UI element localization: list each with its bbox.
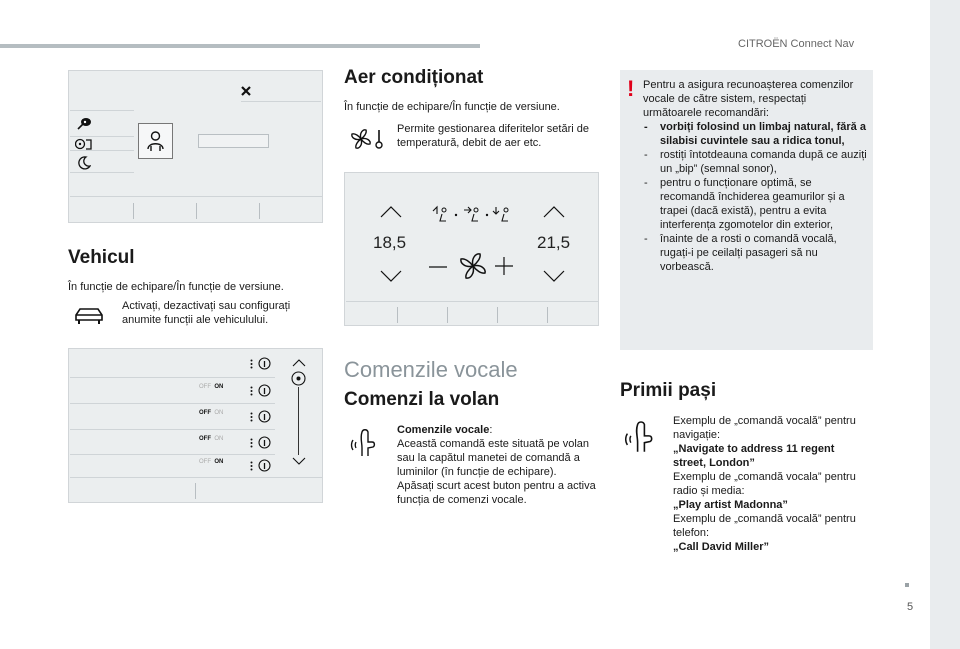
more-options-icon[interactable] xyxy=(250,461,253,471)
vehicle-settings-screen xyxy=(68,348,323,503)
fan-decrease-icon[interactable] xyxy=(429,265,447,269)
info-icon[interactable] xyxy=(258,384,271,397)
profile-field[interactable] xyxy=(198,134,269,148)
car-icon xyxy=(73,304,105,326)
toggle-switch[interactable]: OFF ON xyxy=(199,410,224,416)
scroll-up-icon[interactable] xyxy=(292,359,306,367)
fan-icon xyxy=(458,251,488,281)
note-item: - rostiți întotdeauna comanda după ce auziți un „bip” (semnal sonor), xyxy=(643,148,867,176)
example-label: Exemplu de „comandă vocala” pentru radio și media: xyxy=(673,471,856,497)
scroll-thumb-icon[interactable] xyxy=(291,371,306,386)
voice-section-title: Comenzile vocale xyxy=(344,357,518,382)
right-margin-band xyxy=(930,0,960,649)
info-icon[interactable] xyxy=(258,459,271,472)
car-icon-description: Activați, dezactivați sau configurați anumite funcții ale vehiculului. xyxy=(122,300,291,326)
climate-screen xyxy=(344,172,599,326)
ambient-light-icon[interactable] xyxy=(76,115,92,131)
example-command: „Navigate to address 11 regent street, London” xyxy=(673,443,835,469)
temp-right-value: 21,5 xyxy=(537,233,571,252)
example-command: „Play artist Madonna” xyxy=(673,499,788,511)
driver-assist-icon[interactable] xyxy=(75,137,93,151)
voice-command-description: Comenzile vocale: Această comandă este situată pe volan sau la capătul manetei de comandă a luminilor (în funcție de echipare). Apăsați scurt acest buton pentru a activa funcția de comenzi vocale. xyxy=(397,424,596,506)
page-number: 5 xyxy=(907,601,914,613)
toggle-switch[interactable]: OFF ON xyxy=(199,436,224,442)
voice-command-icon xyxy=(350,428,380,458)
vehicle-menu-screen xyxy=(68,70,323,223)
temp-left-up-icon[interactable] xyxy=(380,206,402,218)
info-icon[interactable] xyxy=(258,410,271,423)
temp-left-value: 18,5 xyxy=(373,233,407,252)
ac-section-title: Aer condiționat xyxy=(344,67,484,88)
brand-header: CITROËN Connect Nav xyxy=(738,38,855,50)
recommendations-note xyxy=(620,70,873,350)
example-label: Exemplu de „comandă vocală” pentru navigație: xyxy=(673,415,856,441)
vehicle-section-intro: În funcție de echipare/În funcție de versiune. xyxy=(68,281,284,293)
driver-profile-button[interactable] xyxy=(138,123,173,159)
example-command: „Call David Miller” xyxy=(673,541,769,553)
more-options-icon[interactable] xyxy=(250,412,253,422)
toggle-switch[interactable]: OFF ON xyxy=(199,384,224,390)
top-rule xyxy=(0,44,480,48)
note-item: - pentru o funcționare optimă, se recomandă închiderea geamurilor și a trapei (dacă există), pentru a evita interferența zgomotelor din exterior, xyxy=(643,176,867,232)
more-options-icon[interactable] xyxy=(250,386,253,396)
warning-mark: ! xyxy=(627,76,635,101)
vehicle-section-title: Vehicul xyxy=(68,247,135,268)
close-icon[interactable] xyxy=(240,85,252,97)
climate-icon-description: Permite gestionarea diferitelor setări de temperatură, debit de aer etc. xyxy=(397,123,589,149)
note-item: - înainte de a rosti o comandă vocală, rugați-i pe ceilalți pasageri să nu vorbească. xyxy=(643,232,867,274)
first-steps-title: Primii pași xyxy=(620,380,717,401)
night-mode-icon[interactable] xyxy=(77,156,91,170)
voice-examples xyxy=(673,414,863,554)
note-intro: Pentru a asigura recunoașterea comenzilor vocale de către sistem, respectați următoarele recomandări: xyxy=(643,79,854,119)
info-icon[interactable] xyxy=(258,357,271,370)
ac-section-intro: În funcție de echipare/În funcție de versiune. xyxy=(344,101,560,113)
voice-command-label: Comenzile vocale xyxy=(397,424,490,436)
more-options-icon[interactable] xyxy=(250,438,253,448)
temp-right-up-icon[interactable] xyxy=(543,206,565,218)
fan-increase-icon[interactable] xyxy=(495,257,513,275)
temp-left-down-icon[interactable] xyxy=(380,270,402,282)
voice-command-icon xyxy=(624,420,658,454)
voice-subsection-title: Comenzi la volan xyxy=(344,389,500,410)
climate-icon xyxy=(350,127,386,151)
temp-right-down-icon[interactable] xyxy=(543,270,565,282)
scrollbar-track[interactable] xyxy=(298,387,299,455)
airflow-mode-icon[interactable] xyxy=(431,205,519,223)
example-label: Exemplu de „comandă vocală” pentru telefon: xyxy=(673,513,856,539)
page-marker xyxy=(905,583,909,587)
more-options-icon[interactable] xyxy=(250,359,253,369)
toggle-switch[interactable]: OFF ON xyxy=(199,459,224,465)
scroll-down-icon[interactable] xyxy=(292,457,306,465)
info-icon[interactable] xyxy=(258,436,271,449)
note-item: - vorbiți folosind un limbaj natural, fără a silabisi cuvintele sau a ridica tonul, xyxy=(643,120,867,148)
